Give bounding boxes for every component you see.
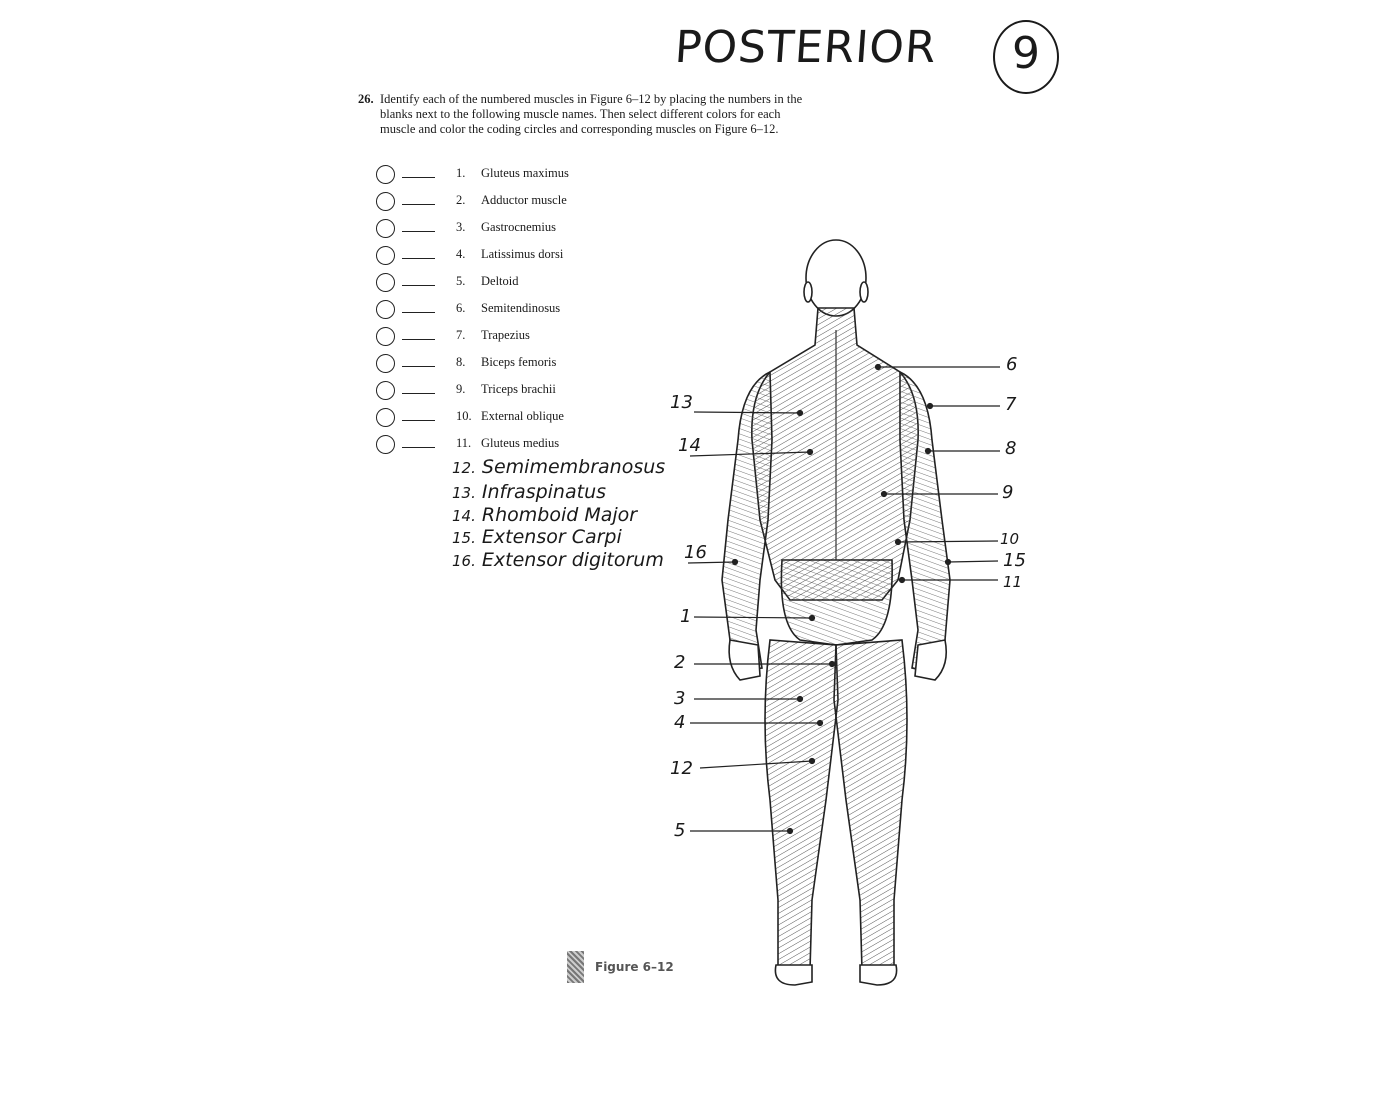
figure-label: 10: [1000, 530, 1020, 548]
handwritten-item: 16. Extensor digitorum: [452, 549, 664, 571]
item-number: 3.: [456, 220, 466, 234]
page-number: 9: [993, 20, 1059, 94]
head-shape: [806, 240, 866, 316]
figure-caption-text: Figure 6–12: [595, 960, 674, 974]
muscle-name: Gastrocnemius: [481, 220, 556, 234]
page-heading: POSTERIOR: [673, 22, 939, 73]
figure-logo-icon: [567, 951, 584, 983]
muscle-name: External oblique: [481, 409, 564, 423]
handwritten-item: 13. Infraspinatus: [452, 481, 607, 503]
figure-label: 12: [670, 758, 693, 779]
muscle-name: Adductor muscle: [481, 193, 567, 207]
figure-label: 4: [674, 712, 686, 733]
item-number: 11.: [456, 436, 472, 450]
figure-label: 7: [1005, 394, 1017, 415]
muscle-name: Biceps femoris: [481, 355, 557, 369]
figure-label: 13: [670, 392, 693, 413]
muscle-name: Gluteus maximus: [481, 166, 569, 180]
figure-label: 15: [1003, 550, 1026, 571]
handwritten-item: 14. Rhomboid Major: [452, 504, 638, 526]
muscle-name: Gluteus medius: [481, 436, 560, 450]
figure-label: 2: [674, 652, 686, 673]
figure-label: 14: [678, 435, 701, 456]
figure-label: 5: [674, 820, 686, 841]
handwritten-item: 15. Extensor Carpi: [452, 526, 622, 548]
handwritten-item: 12. Semimembranosus: [452, 456, 666, 478]
right-arm-shape: [900, 372, 950, 672]
figure-label: 6: [1006, 354, 1018, 375]
item-number: 9.: [456, 382, 466, 396]
figure-label: 11: [1003, 573, 1023, 591]
figure-label: 16: [684, 542, 707, 563]
item-number: 2.: [456, 193, 466, 207]
figure-label: 9: [1002, 482, 1014, 503]
muscle-name: Semitendinosus: [481, 301, 561, 315]
item-number: 8.: [456, 355, 466, 369]
item-number: 1.: [456, 166, 466, 180]
muscle-name: Deltoid: [481, 274, 519, 288]
item-number: 5.: [456, 274, 466, 288]
torso-shape: [752, 308, 918, 600]
question-text: Identify each of the numbered muscles in Figure 6–12 by placing the numbers in the blanks next to the following muscle names. Then select different colors for each muscle and color the coding circles and corresponding muscles on Figure 6–12.: [380, 92, 803, 136]
item-number: 6.: [456, 301, 466, 315]
figure-label: 8: [1005, 438, 1017, 459]
left-leg-shape: [765, 640, 838, 978]
muscle-name: Triceps brachii: [481, 382, 556, 396]
figure-label: 1: [680, 606, 692, 627]
gluteal-shape: [781, 560, 892, 645]
item-number: 10.: [456, 409, 472, 423]
right-leg-shape: [834, 640, 907, 978]
figure-label: 3: [674, 688, 686, 709]
item-number: 7.: [456, 328, 466, 342]
muscle-name: Latissimus dorsi: [481, 247, 564, 261]
left-arm-shape: [722, 372, 772, 670]
item-number: 4.: [456, 247, 466, 261]
question-number: 26.: [358, 92, 374, 106]
muscle-name: Trapezius: [481, 328, 530, 342]
